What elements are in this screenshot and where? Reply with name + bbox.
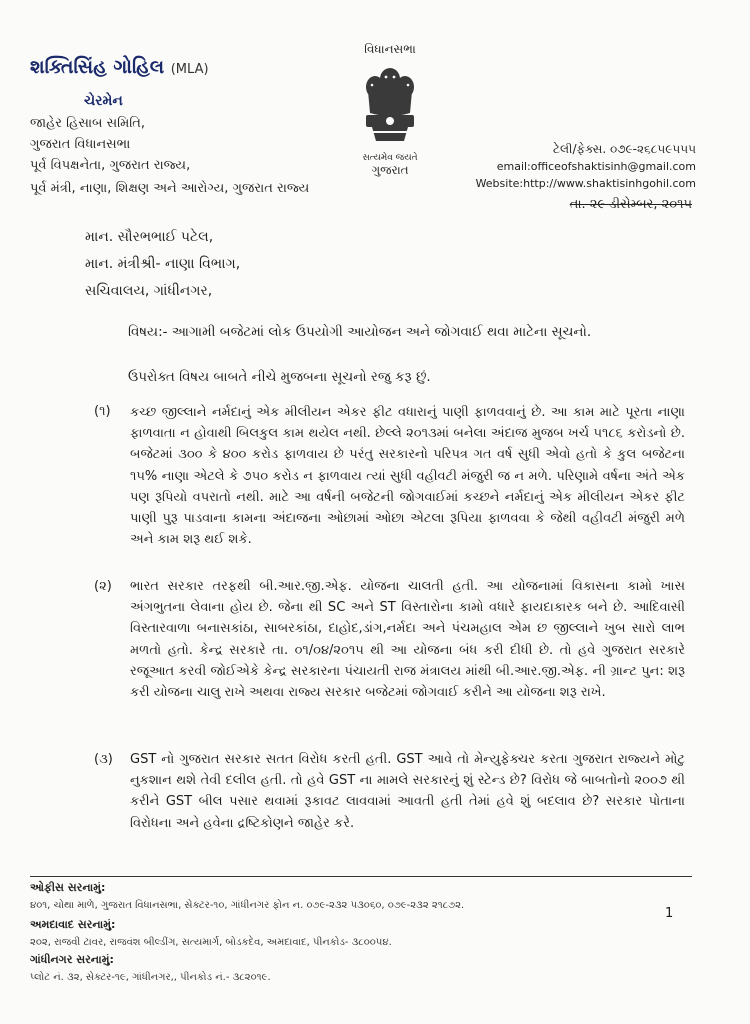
office-address: ૪૦૧, ચોથા માળે, ગુજરાત વિધાનસભા, સેક્ટર-૧૦, ગાંધીનગર ફોન ન. ૦૭૯-૨૩૨ ૫૩૦૬૦, ૦૭૯-૨૩૨ ૨૧૮૭૨.	[30, 900, 465, 911]
recipient-line-2: માન. મંત્રીશ્રી- નાણા વિભાગ,	[85, 256, 241, 272]
letterhead-line-1: જાહેર હિસાબ સમિતિ,	[30, 116, 145, 131]
office-address-label: ઓફીસ સરનામું:	[30, 881, 106, 894]
footer-divider	[30, 876, 692, 877]
recipient-line-1: માન. સૌરભભાઈ પટેલ,	[85, 229, 214, 245]
sender-name-text: શક્તિસિંહ ગોહિલ	[30, 56, 165, 78]
ahmedabad-address: ૨૦૨, રાજવી ટાવર, રાજવંશ બીલ્ડીંગ, સત્યમાર્ગ, બોડકદેવ, અમદાવાદ, પીનકોડ- ૩૮૦૦૫૪.	[30, 937, 392, 948]
point-1-number: (૧)	[94, 404, 111, 419]
sender-designation: ચેરમેન	[84, 93, 123, 109]
ahmedabad-address-label: અમદાવાદ સરનામું:	[30, 918, 116, 931]
recipient-line-3: સચિવાલય, ગાંધીનગર,	[85, 283, 213, 299]
letterhead-line-3: પૂર્વ વિપક્ષનેતા, ગુજરાત રાજ્ય,	[30, 158, 191, 173]
sender-name-suffix: (MLA)	[170, 62, 209, 77]
gandhinagar-address: પ્લોટ નં. ૩૨, સેક્ટર-૧૯, ગાંધીનગર,, પીનકોડ નં.- ૩૮૨૦૧૯.	[30, 972, 271, 983]
emblem-motto: સત્યમેવ જયતે	[362, 153, 418, 163]
page-number: 1	[665, 906, 674, 921]
website: Website:http://www.shaktisinhgohil.com	[475, 177, 696, 190]
point-2-text: ભારત સરકાર તરફથી બી.આર.જી.એફ. યોજના ચાલતી હતી. આ યોજનામાં વિકાસના કામો ખાસ અંગભુતના લેવાના હોય છે. જેના થી SC અને ST વિસ્તારોના કામો વધારે ફાયદાકારક બને છે. આદિવાસી વિસ્તારવાળા બનાસકાંઠા, સાબરકાંઠા, દાહોદ,ડાંગ,નર્મદા અને પંચમહાલ એમ છ જીલ્લાને ખુબ સારો લાભ મળતો હતો. કેન્દ્ર સરકારે તા. ૦૧/૦૪/૨૦૧૫ થી આ યોજના બંધ કરી દીધી છે. તો હવે ગુજરાત સરકારે રજૂઆત કરવી જોઈએકે કેન્દ્ર સરકારના પંચાયતી રાજ મંત્રાલય માંથી બી.આર.જી.એફ. ની ગ્રાન્ટ પુન: શરૂ કરી યોજના ચાલુ રાખે અથવા રાજ્ય સરકાર બજેટમાં જોગવાઈ કરીને આ યોજના શરૂ રાખે.	[130, 579, 685, 701]
gandhinagar-address-label: ગાંધીનગર સરનામું:	[30, 953, 114, 966]
letterhead-line-4: પૂર્વ મંત્રી, નાણા, શિક્ષણ અને આરોગ્ય, ગુજરાત રાજ્ય	[30, 181, 310, 196]
email: email:officeofshaktisinh@gmail.com	[496, 160, 696, 173]
letter-date: તા. ૨૯ ડીસેમ્બર, ૨૦૧૫	[569, 197, 692, 212]
emblem-state-label: ગુજરાત	[371, 163, 409, 177]
state-emblem	[344, 42, 436, 178]
point-3-text: GST નો ગુજરાત સરકાર સતત વિરોધ કરતી હતી. GST આવે તો મેન્યુફેક્ચર કરતા ગુજરાત રાજ્યને મોટુ નુકશાન થશે તેવી દલીલ હતી. તો હવે GST ના મામલે સરકારનું શું સ્ટેન્ડ છે? વિરોધ જે બાબતોનો ૨૦૦૭ થી કરીને GST બીલ પસાર થવામાં રૂકાવટ લાવવામાં આવતી હતી તેમાં હવે શું બદલાવ છે? સરકાર પોતાના વિરોધના અને હવેના દ્રષ્ટિકોણને જાહેર કરે.	[130, 752, 685, 831]
letterhead-line-2: ગુજરાત વિધાનસભા	[30, 137, 131, 152]
emblem-top-label: વિધાનસભા	[364, 42, 416, 56]
point-2-number: (૨)	[94, 579, 112, 594]
intro-line: ઉપરોક્ત વિષય બાબતે નીચે મુજબના સૂચનો રજુ કરૂ છું.	[128, 369, 431, 385]
subject-line: વિષય:- આગામી બજેટમાં લોક ઉપયોગી આયોજન અને જોગવાઈ થવા માટેના સૂચનો.	[128, 324, 592, 340]
point-1-text: કચ્છ જીલ્લાને નર્મદાનું એક મીલીયન એકર ફીટ વધારાનું પાણી ફાળવવાનું છે. આ કામ માટે પૂરતા નાણા ફાળવાતા ન હોવાથી બિલકુલ કામ થયેલ નથી. છેલ્લે ૨૦૧૩માં બનેલા અંદાજ મુજબ ખર્ચ ૫૧૮૬ કરોડનો છે. બજેટમાં ૩૦૦ કે ૪૦૦ કરોડ ફાળવાય છે પરંતુ સરકારનો પરિપત્ર ગત વર્ષ સુધી એવો હતો કે કુલ બજેટના ૧૫% નાણા એટલે કે ૭૫૦ કરોડ ન ફાળવાય ત્યાં સુધી વહીવટી મંજુરી જ ન મળે. પરિણામે વર્ષના અંતે એક પણ રૂપિયો વપરાતો નથી. માટે આ વર્ષની બજેટની જોગવાઈમાં કચ્છને નર્મદાનું એક મીલીયન એકર ફીટ પાણી પુરૂ પાડવાના કામના અંદાજના ઓછામાં ઓછા એટલા રૂપિયા ફાળવવા કે જેથી વહીવટી મંજુરી મળે અને કામ શરૂ થઈ શકે.	[130, 405, 685, 548]
point-3-number: (૩)	[94, 752, 113, 767]
lion-capital-icon	[358, 61, 422, 151]
sender-name	[30, 56, 209, 78]
telefax: ટેલી/ફેક્સ. ૦૭૯-૨૬૮૫૯૫૫૫	[552, 142, 696, 156]
